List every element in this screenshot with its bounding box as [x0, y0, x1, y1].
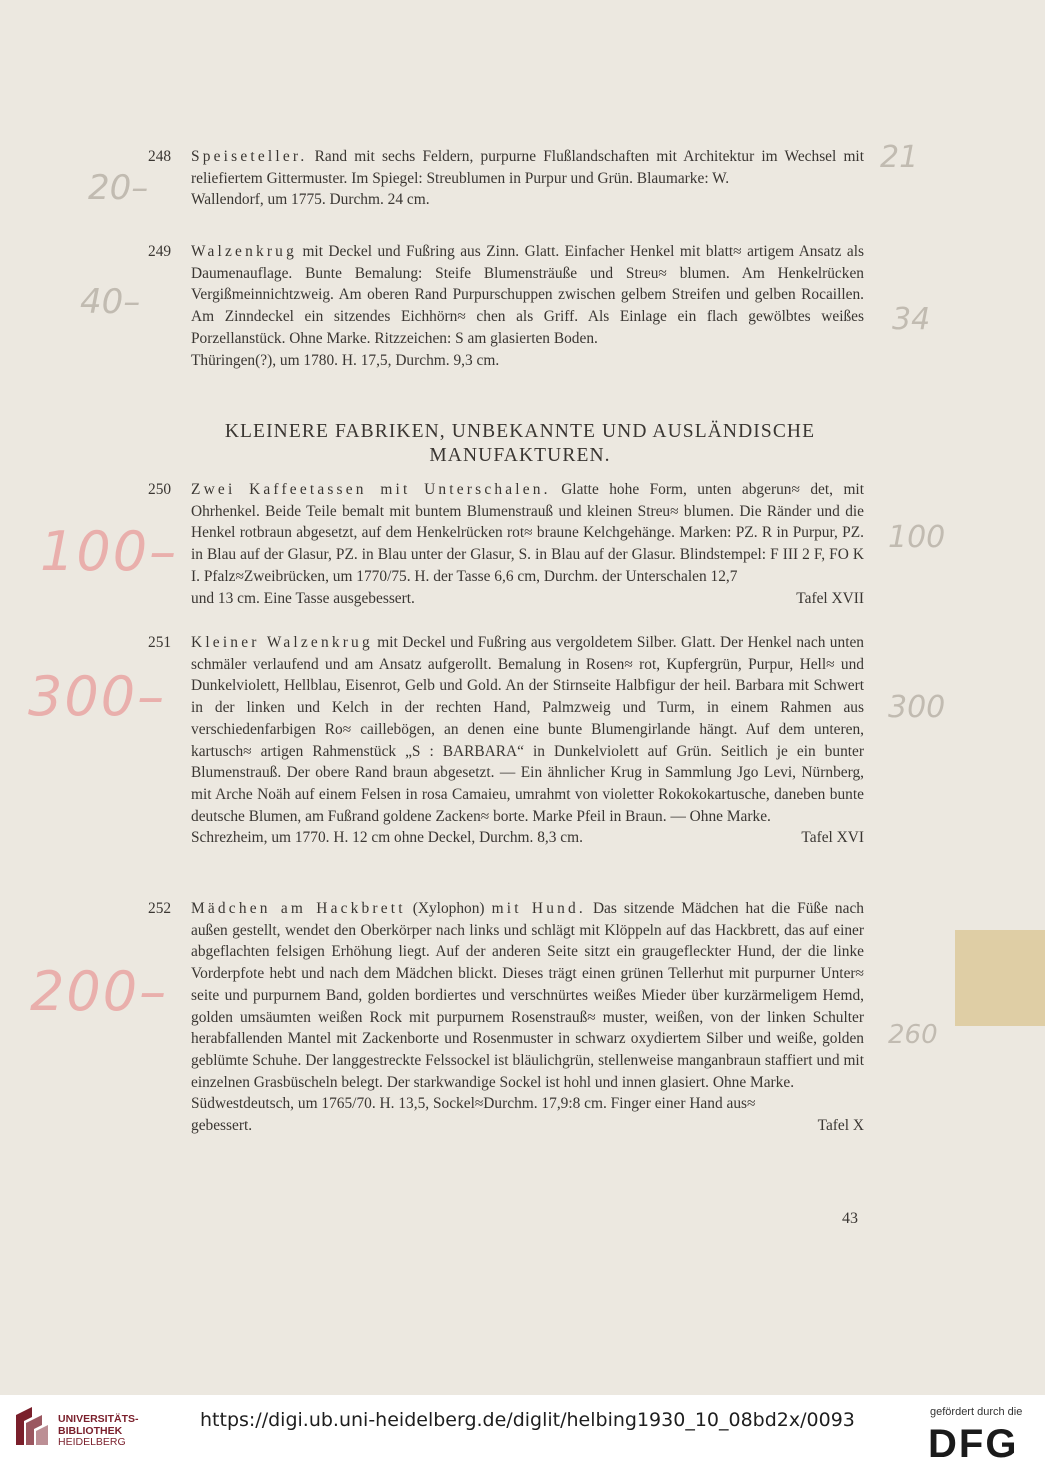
- entry-number: 248: [148, 148, 172, 165]
- entry-title: Walzenkrug: [191, 243, 297, 260]
- section-heading-line1: KLEINERE FABRIKEN, UNBEKANNTE UND AUSLÄNDISCHE: [224, 421, 816, 442]
- paper-tape-strip: [955, 930, 1045, 1026]
- entry-provenance: Schrezheim, um 1770. H. 12 cm ohne Deckel, Durchm. 8,3 cm.: [191, 829, 583, 847]
- library-name: [58, 1414, 139, 1449]
- entry-number: 249: [148, 243, 172, 260]
- entry-title: Zwei Kaffeetassen mit Unterschalen.: [191, 481, 551, 498]
- catalog-entry-251: [148, 632, 864, 849]
- catalog-entry-250: [148, 479, 864, 609]
- entry-title: Kleiner Walzenkrug: [191, 634, 373, 651]
- entry-plate: Tafel XVII: [796, 589, 864, 607]
- permalink-url[interactable]: https://digi.ub.uni-heidelberg.de/diglit/helbing1930_10_08bd2x/0093: [200, 1409, 855, 1431]
- catalog-entry-252: [148, 898, 864, 1137]
- entry-plate: Tafel XVI: [801, 829, 864, 847]
- handwritten-price-249: 40–: [80, 282, 141, 322]
- catalog-entry-249: [148, 241, 864, 371]
- entry-title: Speiseteller.: [191, 148, 308, 165]
- dfg-logo: DFG: [928, 1422, 1019, 1466]
- library-logo-icon: [12, 1405, 52, 1451]
- handwritten-price-250: 100–: [40, 520, 179, 583]
- library-line1: UNIVERSITÄTS-: [58, 1413, 139, 1425]
- entry-text: Das sitzende Mädchen hat die Füße nach außen gestellt, wendet den Oberkörper nach links und schlägt mit Klöppeln auf das Hackbrett, das auf einer abgeflachten felsigen Erhöhung liegt. Auf der anderen Seite sitzt ein graugefleckter Hund, der die linke Vorderpfote hebt und nach dem Mädchen blickt. Dieses trägt einen grünen Tellerhut mit purpurner Unter≈ seite und purpurnem Band, golden bordiertes und verschnürtes weißes Mieder über kurzärmeligem Hemd, golden umsäumten weißen Rock mit purpurnem Rosenstrauß≈ muster, weißen, von der linken Schulter herabfallenden Mantel mit Zackenborte und Rosenmuster in schwarz oxydiertem Silber und weiße, golden geblümte Schuhe. Der langgestreckte Felssockel ist bläulichgrün, stellenweise manganbraun staffiert und mit einzelnen Grasbüscheln belegt. Der starkwandige Sockel ist hohl und innen glasiert. Ohne Marke.: [191, 900, 864, 1091]
- entry-text: mit Deckel und Fußring aus vergoldetem Silber. Glatt. Der Henkel nach unten schmäler verlaufend und am Ansatz aufgerollt. Bemalung in Rosen≈ rot, Kupfergrün, Purpur, Hell≈ und Dunkelviolett, Hellblau, Eisenrot, Gelb und Gold. An der Stirnseite Halbfigur der heil. Barbara mit Schwert in der linken und Kelch in der rechten Hand, Palmzweig und Turm, in einem Rahmen aus verschiedenfarbigen Ro≈ caillebögen, an denen eine bunte Blumengirlande hängt. Auf dem unteren, kartusch≈ artigen Rahmenstück „S : BARBARA“ in Dunkelviolett auf Grün. Seitlich je ein bunter Blumenstrauß. Der obere Rand braun abgesetzt. — Ein ähnlicher Krug in Sammlung Jgo Levi, Nürnberg, mit Arche Noäh auf einem Felsen in rosa Camaieu, umrahmt von violetter Rokokokartusche, daneben bunte deutsche Blumen, am Fußrand goldene Zacken≈ borte. Marke Pfeil in Braun. — Ohne Marke.: [191, 634, 865, 825]
- entry-number: 250: [148, 481, 172, 498]
- entry-text: Glatte hohe Form, unten abgerun≈ det, mit Ohrhenkel. Beide Teile bemalt mit buntem Blumenstrauß und kleinen Streu≈ blumen. Die Ränder und die Henkel rotbraun abgesetzt, auf dem Henkelrücken rot≈ braune Kelchgehänge. Marken: PZ. R in Purpur, PZ. in Blau auf der Glasur, PZ. in Blau unter der Glasur, S. in Blau auf der Glasur. Blindstempel: F III 2 F, FO K I. Pfalz≈Zweibrücken, um 1770/75. H. der Tasse 6,6 cm, Durchm. der Unterschalen 12,7: [191, 481, 864, 585]
- handwritten-price-251: 300–: [28, 665, 167, 728]
- handwritten-result-252: 260: [888, 1020, 938, 1050]
- entry-provenance: und 13 cm. Eine Tasse ausgebessert.: [191, 589, 415, 607]
- library-line2: BIBLIOTHEK: [58, 1424, 123, 1437]
- entry-provenance: Thüringen(?), um 1780. H. 17,5, Durchm. 9,3 cm.: [191, 351, 500, 369]
- entry-number: 252: [148, 900, 172, 917]
- entry-provenance: Wallendorf, um 1775. Durchm. 24 cm.: [191, 191, 430, 209]
- handwritten-result-249: 34: [892, 302, 931, 337]
- handwritten-price-252: 200–: [30, 960, 169, 1023]
- entry-text: Rand mit sechs Feldern, purpurne Flußlandschaften mit Architektur im Wechsel mit reliefiertem Gittermuster. Im Spiegel: Streublumen in Purpur und Grün. Blaumarke: W.: [191, 148, 864, 187]
- section-heading: [150, 420, 890, 468]
- section-heading-line2: MANUFAKTUREN.: [429, 445, 611, 466]
- entry-number: 251: [148, 634, 172, 651]
- entry-title-2: mit Hund.: [491, 900, 586, 917]
- entry-plate: Tafel X: [817, 1117, 864, 1135]
- entry-provenance-line: Südwestdeutsch, um 1765/70. H. 13,5, Sockel≈Durchm. 17,9:8 cm. Finger einer Hand aus≈: [191, 1095, 756, 1113]
- library-line3: HEIDELBERG: [58, 1436, 126, 1448]
- handwritten-result-250: 100: [888, 520, 946, 555]
- handwritten-price-248: 20–: [88, 168, 149, 208]
- handwritten-result-248: 21: [880, 140, 919, 175]
- viewer-footer: [0, 1395, 1045, 1473]
- funded-by-label: gefördert durch die: [930, 1406, 1023, 1418]
- catalog-entry-248: [148, 146, 864, 211]
- entry-title: Mädchen am Hackbrett: [191, 900, 406, 917]
- entry-title-mid: (Xylophon): [412, 900, 485, 917]
- entry-provenance: gebessert.: [191, 1117, 253, 1135]
- entry-text: mit Deckel und Fußring aus Zinn. Glatt. Einfacher Henkel mit blatt≈ artigem Ansatz als Daumenauflage. Bunte Bemalung: Steife Blumensträuße und Streu≈ blumen. Am Henkelrücken Vergißmeinnichtzweig. Am oberen Rand Purpurschuppen zwischen gelbem Streifen und gelben Rocaillen. Am Zinndeckel ein sitzendes Eichhörn≈ chen als Griff. Als Einlage ein flach gewölbtes weißes Porzellanstück. Ohne Marke. Ritzzeichen: S am glasierten Boden.: [191, 243, 864, 347]
- page-number: 43: [842, 1210, 858, 1227]
- handwritten-result-251: 300: [888, 690, 946, 725]
